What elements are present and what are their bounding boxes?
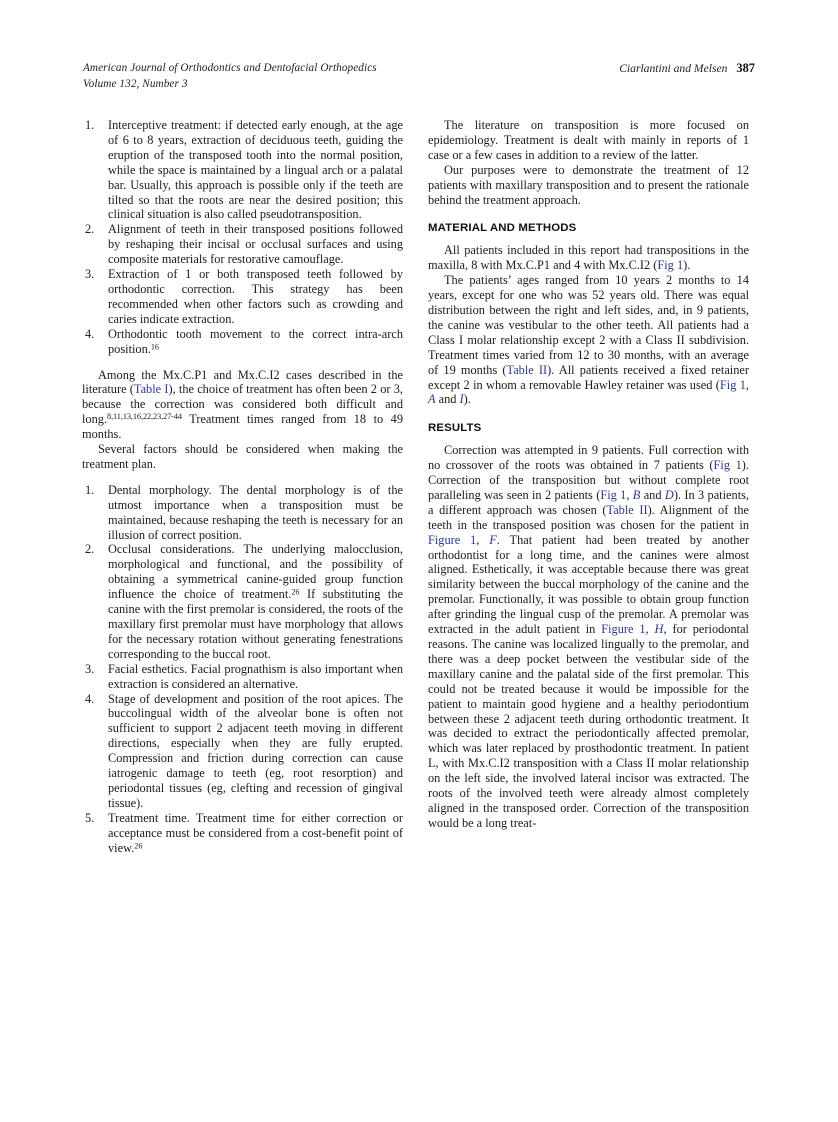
text-segment: , for periodontal reasons. The canine was localized lingually to the premolar, and there was a deep pocket between the vestibular side of the maxillary canine and the palatal side of the first premolar. This could not be treated because it would be impossible for the patient to maintain good hygiene and a healthy periodontium between these 2 adjacent teeth during orthodontic treatment. It was decided to extract the periodontically affected premolar, which was later replaced by prosthodontic treatment. In patient L, with Mx.C.I2 transposition with a Class II molar relationship on the left side, the involved lateral incisor was extracted. The roots of the involved teeth were already almost completely aligned in the transposed order. Correction of the transposition would be a long treat- [428, 622, 749, 830]
heading-material-and-methods: MATERIAL AND METHODS [428, 222, 577, 235]
spacer [428, 207, 749, 221]
crossref-fig-1[interactable]: Fig 1 [719, 377, 746, 392]
author-names: Ciarlantini and Melsen [619, 62, 728, 75]
page-number: 387 [736, 61, 755, 75]
crossref-table-1[interactable]: Table I [133, 382, 169, 397]
list-item-text: Orthodontic tooth movement to the correct intra-arch position. [108, 326, 403, 356]
text-segment: , [645, 622, 655, 637]
crossref-panel-b[interactable]: B [632, 487, 641, 502]
running-head-journal [83, 60, 377, 92]
journal-title: American Journal of Orthodontics and Dentofacial Orthopedics [83, 62, 377, 74]
crossref-figure-1[interactable]: Figure 1 [601, 622, 646, 637]
reference-marker: 8,11,13,16,22,23,27-44 [107, 412, 182, 422]
list-item-text: Interceptive treatment: if detected early enough, at the age of 6 to 8 years, extraction of deciduous teeth, guiding the eruption of the transposed tooth into the normal position, while the space is maintained by a lingual arch or a palatal bar. Usually, this approach is possible only if the teeth are tilted so that the roots are near the desired position; this clinical situation is also called pseudotransposition. [108, 118, 403, 222]
crossref-fig-1[interactable]: Fig 1 [713, 458, 742, 473]
treatment-factors-list [82, 483, 403, 856]
list-marker: 3. [85, 661, 95, 676]
paragraph-among-cases [82, 368, 403, 443]
left-column [82, 118, 403, 856]
list-marker: 1. [85, 482, 95, 497]
crossref-fig-1[interactable]: Fig 1 [600, 487, 627, 502]
text-segment: ). [463, 392, 471, 407]
paragraph-patients [428, 243, 749, 273]
text-segment: and [435, 392, 460, 407]
paragraph-several-factors [82, 442, 403, 472]
paragraph-literature [428, 118, 749, 163]
paragraph-purposes [428, 163, 749, 208]
text-segment: , [476, 532, 490, 547]
list-marker: 2. [85, 222, 95, 237]
list-item-text: Extraction of 1 or both transposed teeth followed by orthodontic correction. This strategy has been recommended when other factors such as crowding and caries indicate extraction. [108, 267, 403, 326]
text-segment: Our purposes were to demonstrate the treatment of 12 patients with maxillary transposition and to present the rationale behind the treatment approach. [428, 162, 749, 207]
list-item [82, 483, 403, 543]
list-item [82, 811, 403, 856]
list-marker: 2. [85, 542, 95, 557]
list-marker: 3. [85, 267, 95, 282]
list-item-text: Alignment of teeth in their transposed positions followed by reshaping their incisal or occlusal surfaces and using composite materials for restorative camouflage. [108, 222, 403, 267]
list-item-text: Occlusal considerations. The underlying malocclusion, morphological and functional, and the possibility of obtaining a symmetrical canine-guided group function influence the choice of treatment. [108, 542, 403, 602]
text-segment: , [626, 487, 633, 502]
list-item [82, 542, 403, 661]
spacer [428, 236, 749, 243]
text-segment: and [640, 487, 665, 502]
journal-volume-issue: Volume 132, Number 3 [83, 78, 188, 90]
text-segment: . That patient had been treated by another orthodontist for a long time, and the canines were almost aligned. Esthetically, it was acceptable because there was great similarity between the buccal morphology of the canine and the premolar. Functionally, it was possible to obtain group function after grinding the lingual cusp of the premolar. A premolar was extracted in the adult patient in [428, 532, 750, 637]
list-item [82, 118, 403, 222]
spacer [82, 472, 403, 483]
text-segment: ). [683, 258, 691, 273]
crossref-panel-h[interactable]: H [654, 622, 664, 637]
heading-results: RESULTS [428, 422, 482, 435]
paragraph-ages [428, 273, 749, 407]
list-item [82, 662, 403, 692]
text-segment: ). All patients received a fixed retainer except 2 in whom a removable Hawley retainer was used ( [428, 362, 749, 392]
running-head-authors-page [619, 60, 755, 77]
treatment-options-list [82, 118, 403, 357]
list-marker: 4. [85, 326, 95, 341]
list-item [82, 267, 403, 327]
crossref-fig-1[interactable]: Fig 1 [657, 258, 684, 273]
text-segment: The patients’ ages ranged from 10 years 2 months to 14 years, except for one who was 52 years old. There was equal distribution between the right and left sides, and, in 9 patients, the canine was vestibular to the other teeth. All patients had a Class I molar relationship except 2 with a Class II subdivision. Treatment times varied from 12 to 30 months, with an average of 19 months ( [428, 273, 749, 377]
text-segment: Among the Mx.C.P1 and Mx.C.I2 cases described in the literature ( [82, 367, 403, 397]
crossref-panel-i[interactable]: I [459, 392, 464, 407]
list-item-text-cont: If substituting the canine with the first premolar is considered, the roots of the maxillary first premolar must have morphology that allows for the necessary rotation without generating fenestrations corresponding to the buccal root. [108, 587, 403, 661]
list-item [82, 327, 403, 357]
list-item [82, 692, 403, 811]
text-segment: Several factors should be considered when making the treatment plan. [82, 442, 403, 471]
reference-marker: 26 [291, 587, 300, 597]
text-segment: , [745, 377, 749, 392]
crossref-panel-a[interactable]: A [428, 392, 436, 407]
spacer [82, 357, 403, 368]
list-item-text: Treatment time. Treatment time for either correction or acceptance must be considered from a cost-benefit point of view. [108, 810, 403, 855]
text-segment: Treatment times ranged from 18 to 49 months. [82, 412, 403, 442]
text-segment: ), the choice of treatment has often been 2 or 3, because the correction was considered both difficult and long. [82, 382, 403, 427]
right-column [428, 118, 749, 831]
spacer [428, 436, 749, 443]
text-segment: ). In 3 patients, a different approach was chosen ( [428, 487, 750, 517]
reference-marker: 16 [150, 341, 159, 351]
crossref-table-2[interactable]: Table II [506, 362, 548, 377]
list-marker: 4. [85, 691, 95, 706]
list-item [82, 222, 403, 267]
list-item-text: Facial esthetics. Facial prognathism is also important when extraction is considered an alternative. [108, 661, 403, 691]
text-segment: All patients included in this report had transpositions in the maxilla, 8 with Mx.C.P1 and 4 with Mx.C.I2 ( [428, 243, 749, 273]
crossref-table-2[interactable]: Table II [606, 502, 648, 517]
crossref-figure-1[interactable]: Figure 1 [428, 532, 477, 547]
text-segment: ). Correction of the transposition but without complete root paralleling was seen in 2 patients ( [428, 458, 749, 502]
text-segment: ). Alignment of the teeth in the transposed position was chosen for the patient in [428, 502, 750, 532]
crossref-panel-d[interactable]: D [664, 487, 674, 502]
list-marker: 1. [85, 118, 95, 132]
list-item-text: Stage of development and position of the root apices. The buccolingual width of the alveolar bone is often not sufficient to support 2 adjacent teeth moving in different directions, especially when they are fully erupted. Compression and friction during correction can cause iatrogenic damage to teeth (eg, root resorption) and periodontal tissues (eg, clefting and recession of gingival tissue). [108, 691, 403, 810]
text-segment: Correction was attempted in 9 patients. Full correction with no crossover of the roots was obtained in 7 patients ( [428, 443, 749, 473]
list-item-text: Dental morphology. The dental morphology is of the utmost importance when a transposition must be maintained, because reshaping the teeth is necessary for an illusion of correct position. [108, 482, 403, 542]
crossref-panel-f[interactable]: F [489, 532, 497, 547]
running-head [83, 60, 755, 96]
spacer [428, 407, 749, 421]
text-segment: The literature on transposition is more focused on epidemiology. Treatment is dealt with mainly in reports of 1 case or a few cases in addition to a review of the latter. [428, 118, 749, 162]
list-marker: 5. [85, 810, 95, 825]
reference-marker: 26 [134, 840, 143, 850]
paragraph-correction [428, 443, 749, 831]
